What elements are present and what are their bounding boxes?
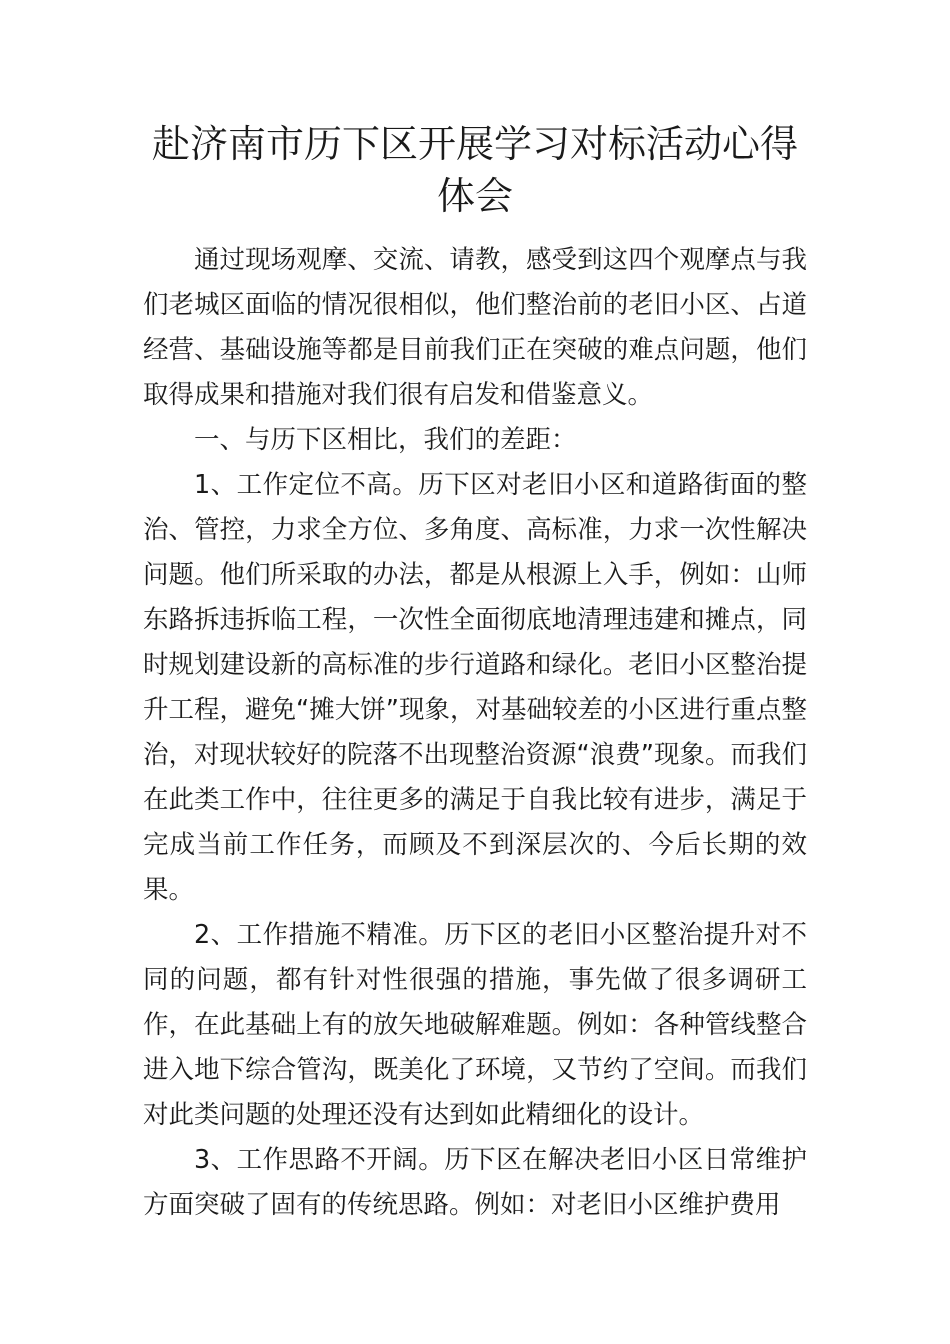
paragraph-point-2: 2、工作措施不精准。历下区的老旧小区整治提升对不同的问题，都有针对性很强的措施，事先做了很多调研工作，在此基础上有的放矢地破解难题。例如：各种管线整合进入地下综合管沟，既美化了环境，又节约了空间。而我们对此类问题的处理还没有达到如此精细化的设计。 [143,920,807,1130]
document-body [143,238,807,1228]
document-title: 赴济南市历下区开展学习对标活动心得体会 [151,122,798,218]
paragraph-section-heading: 一、与历下区相比，我们的差距： [194,425,577,455]
paragraph-point-3: 3、工作思路不开阔。历下区在解决老旧小区日常维护方面突破了固有的传统思路。例如：对老旧小区维护费用 [143,1145,807,1220]
paragraph-intro: 通过现场观摩、交流、请教，感受到这四个观摩点与我们老城区面临的情况很相似，他们整治前的老旧小区、占道经营、基础设施等都是目前我们正在突破的难点问题，他们取得成果和措施对我们很有启发和借鉴意义。 [143,245,807,410]
paragraph-point-1: 1、工作定位不高。历下区对老旧小区和道路街面的整治、管控，力求全方位、多角度、高标准，力求一次性解决问题。他们所采取的办法，都是从根源上入手，例如：山师东路拆违拆临工程，一次性全面彻底地清理违建和摊点，同时规划建设新的高标准的步行道路和绿化。老旧小区整治提升工程，避免“摊大饼”现象，对基础较差的小区进行重点整治，对现状较好的院落不出现整治资源“浪费”现象。而我们在此类工作中，往往更多的满足于自我比较有进步，满足于完成当前工作任务，而顾及不到深层次的、今后长期的效果。 [143,470,807,905]
